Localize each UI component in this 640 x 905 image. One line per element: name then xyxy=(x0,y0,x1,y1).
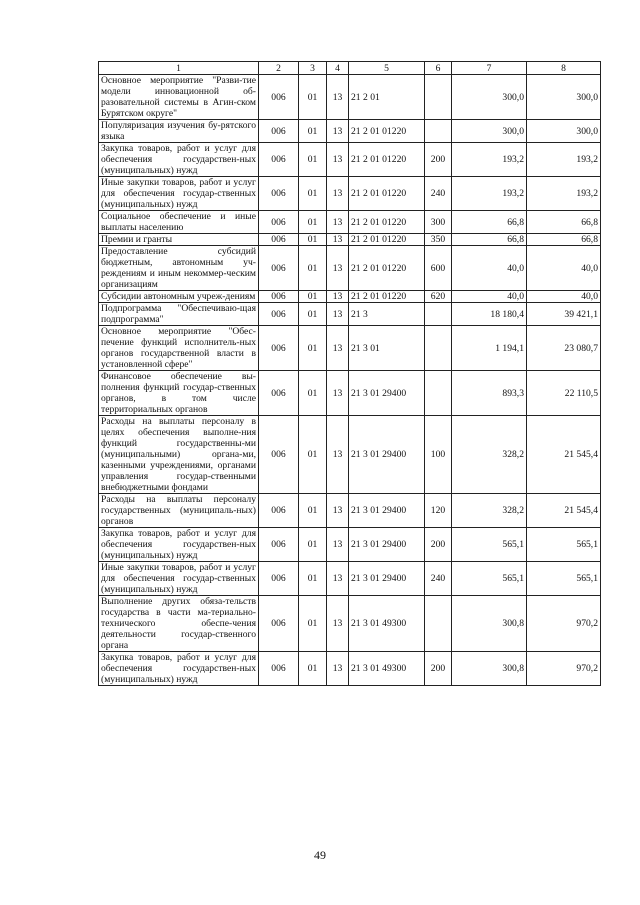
cell-ministry-code: 006 xyxy=(259,246,299,291)
cell-amount-year-1: 565,1 xyxy=(452,562,527,596)
cell-amount-year-1: 193,2 xyxy=(452,177,527,211)
cell-amount-year-2: 21 545,4 xyxy=(527,494,601,528)
cell-section: 01 xyxy=(299,562,327,596)
cell-expense-type xyxy=(425,120,452,143)
cell-section: 01 xyxy=(299,528,327,562)
row-description: Популяризация изучения бу-рятского языка xyxy=(99,120,259,143)
table-row xyxy=(99,246,601,291)
cell-ministry-code: 006 xyxy=(259,652,299,686)
cell-section: 01 xyxy=(299,494,327,528)
table-row xyxy=(99,562,601,596)
table-row xyxy=(99,303,601,326)
row-description: Иные закупки товаров, работ и услуг для обеспечения государ-ственных (муниципальных) нужд xyxy=(99,177,259,211)
cell-target-article: 21 3 01 29400 xyxy=(349,371,425,416)
row-description: Социальное обеспечение и иные выплаты населению xyxy=(99,211,259,234)
cell-expense-type xyxy=(425,596,452,652)
cell-subsection: 13 xyxy=(327,326,349,371)
column-header: 8 xyxy=(527,62,601,75)
column-header: 7 xyxy=(452,62,527,75)
cell-ministry-code: 006 xyxy=(259,596,299,652)
cell-target-article: 21 3 01 49300 xyxy=(349,596,425,652)
column-header: 4 xyxy=(327,62,349,75)
cell-section: 01 xyxy=(299,143,327,177)
row-description: Расходы на выплаты персоналу государственных (муниципаль-ных) органов xyxy=(99,494,259,528)
cell-section: 01 xyxy=(299,246,327,291)
cell-subsection: 13 xyxy=(327,371,349,416)
cell-amount-year-2: 21 545,4 xyxy=(527,416,601,494)
cell-target-article: 21 3 01 29400 xyxy=(349,562,425,596)
cell-target-article: 21 2 01 01220 xyxy=(349,234,425,246)
cell-subsection: 13 xyxy=(327,494,349,528)
cell-amount-year-2: 40,0 xyxy=(527,291,601,303)
cell-amount-year-2: 970,2 xyxy=(527,596,601,652)
cell-target-article: 21 2 01 01220 xyxy=(349,211,425,234)
cell-amount-year-1: 300,0 xyxy=(452,120,527,143)
cell-amount-year-1: 328,2 xyxy=(452,494,527,528)
cell-expense-type: 200 xyxy=(425,652,452,686)
cell-subsection: 13 xyxy=(327,234,349,246)
cell-ministry-code: 006 xyxy=(259,291,299,303)
cell-section: 01 xyxy=(299,75,327,120)
table-row xyxy=(99,234,601,246)
cell-expense-type: 300 xyxy=(425,211,452,234)
row-description: Расходы на выплаты персоналу в целях обеспечения выполне-ния функций государственны-ми (муниципальными) органа-ми, казенными учреждениями, органами управления государ-ственными внебюджетными фондами xyxy=(99,416,259,494)
page-number: 49 xyxy=(314,848,326,862)
cell-ministry-code: 006 xyxy=(259,75,299,120)
cell-ministry-code: 006 xyxy=(259,303,299,326)
table-row xyxy=(99,326,601,371)
cell-ministry-code: 006 xyxy=(259,371,299,416)
cell-amount-year-2: 23 080,7 xyxy=(527,326,601,371)
cell-target-article: 21 2 01 01220 xyxy=(349,246,425,291)
cell-expense-type: 120 xyxy=(425,494,452,528)
cell-expense-type: 200 xyxy=(425,143,452,177)
cell-subsection: 13 xyxy=(327,211,349,234)
cell-section: 01 xyxy=(299,652,327,686)
table-row xyxy=(99,494,601,528)
cell-target-article: 21 3 01 29400 xyxy=(349,494,425,528)
table-body xyxy=(99,75,601,686)
cell-section: 01 xyxy=(299,326,327,371)
cell-subsection: 13 xyxy=(327,416,349,494)
cell-expense-type: 100 xyxy=(425,416,452,494)
cell-amount-year-2: 66,8 xyxy=(527,234,601,246)
cell-subsection: 13 xyxy=(327,562,349,596)
cell-subsection: 13 xyxy=(327,246,349,291)
cell-section: 01 xyxy=(299,291,327,303)
cell-amount-year-2: 193,2 xyxy=(527,177,601,211)
cell-amount-year-1: 40,0 xyxy=(452,246,527,291)
cell-ministry-code: 006 xyxy=(259,326,299,371)
cell-expense-type: 350 xyxy=(425,234,452,246)
cell-expense-type xyxy=(425,326,452,371)
table-row xyxy=(99,120,601,143)
cell-target-article: 21 3 01 29400 xyxy=(349,528,425,562)
table-row xyxy=(99,291,601,303)
cell-amount-year-2: 40,0 xyxy=(527,246,601,291)
cell-target-article: 21 2 01 01220 xyxy=(349,177,425,211)
row-description: Закупка товаров, работ и услуг для обеспечения государствен-ных (муниципальных) нужд xyxy=(99,528,259,562)
cell-section: 01 xyxy=(299,177,327,211)
cell-amount-year-2: 193,2 xyxy=(527,143,601,177)
cell-expense-type: 240 xyxy=(425,177,452,211)
table-row xyxy=(99,211,601,234)
budget-table xyxy=(98,61,601,686)
table-row xyxy=(99,177,601,211)
cell-target-article: 21 2 01 xyxy=(349,75,425,120)
cell-section: 01 xyxy=(299,211,327,234)
row-description: Иные закупки товаров, работ и услуг для обеспечения государ-ственных (муниципальных) нужд xyxy=(99,562,259,596)
cell-target-article: 21 3 xyxy=(349,303,425,326)
row-description: Основное мероприятие "Обес-печение функций исполнитель-ных органов государственной власти в установленной сфере" xyxy=(99,326,259,371)
cell-section: 01 xyxy=(299,371,327,416)
row-description: Закупка товаров, работ и услуг для обеспечения государствен-ных (муниципальных) нужд xyxy=(99,143,259,177)
cell-target-article: 21 3 01 49300 xyxy=(349,652,425,686)
cell-amount-year-1: 193,2 xyxy=(452,143,527,177)
cell-subsection: 13 xyxy=(327,120,349,143)
column-header: 2 xyxy=(259,62,299,75)
row-description: Основное мероприятие "Разви-тие модели инновационной об-разовательной системы в Агин-ском Бурятском округе" xyxy=(99,75,259,120)
cell-section: 01 xyxy=(299,416,327,494)
cell-amount-year-1: 40,0 xyxy=(452,291,527,303)
row-description: Выполнение других обяза-тельств государства в части ма-териально-технического обеспе-чения деятельности государ-ственного органа xyxy=(99,596,259,652)
cell-amount-year-1: 328,2 xyxy=(452,416,527,494)
cell-amount-year-1: 300,8 xyxy=(452,596,527,652)
cell-ministry-code: 006 xyxy=(259,177,299,211)
cell-target-article: 21 2 01 01220 xyxy=(349,291,425,303)
row-description: Финансовое обеспечение вы-полнения функций государ-ственных органов, в том числе территориальных органов xyxy=(99,371,259,416)
cell-section: 01 xyxy=(299,120,327,143)
cell-ministry-code: 006 xyxy=(259,143,299,177)
column-header: 5 xyxy=(349,62,425,75)
cell-subsection: 13 xyxy=(327,303,349,326)
cell-ministry-code: 006 xyxy=(259,494,299,528)
row-description: Субсидии автономным учреж-дениям xyxy=(99,291,259,303)
cell-ministry-code: 006 xyxy=(259,211,299,234)
cell-amount-year-1: 300,0 xyxy=(452,75,527,120)
cell-target-article: 21 3 01 29400 xyxy=(349,416,425,494)
cell-expense-type xyxy=(425,303,452,326)
column-header: 1 xyxy=(99,62,259,75)
cell-subsection: 13 xyxy=(327,143,349,177)
cell-expense-type xyxy=(425,75,452,120)
cell-ministry-code: 006 xyxy=(259,234,299,246)
cell-section: 01 xyxy=(299,596,327,652)
cell-subsection: 13 xyxy=(327,652,349,686)
cell-target-article: 21 3 01 xyxy=(349,326,425,371)
cell-ministry-code: 006 xyxy=(259,416,299,494)
cell-amount-year-2: 565,1 xyxy=(527,528,601,562)
cell-amount-year-2: 970,2 xyxy=(527,652,601,686)
cell-amount-year-1: 66,8 xyxy=(452,234,527,246)
table-row xyxy=(99,371,601,416)
table-row xyxy=(99,528,601,562)
table-row xyxy=(99,652,601,686)
cell-expense-type xyxy=(425,371,452,416)
cell-subsection: 13 xyxy=(327,596,349,652)
cell-ministry-code: 006 xyxy=(259,562,299,596)
table-header-row xyxy=(99,62,601,75)
cell-amount-year-1: 565,1 xyxy=(452,528,527,562)
cell-expense-type: 600 xyxy=(425,246,452,291)
cell-subsection: 13 xyxy=(327,291,349,303)
cell-target-article: 21 2 01 01220 xyxy=(349,120,425,143)
cell-expense-type: 200 xyxy=(425,528,452,562)
cell-section: 01 xyxy=(299,234,327,246)
row-description: Подпрограмма "Обеспечиваю-щая подпрограмма" xyxy=(99,303,259,326)
cell-subsection: 13 xyxy=(327,177,349,211)
cell-amount-year-2: 300,0 xyxy=(527,120,601,143)
cell-expense-type: 240 xyxy=(425,562,452,596)
cell-amount-year-2: 22 110,5 xyxy=(527,371,601,416)
table-row xyxy=(99,416,601,494)
table-row xyxy=(99,75,601,120)
column-header: 3 xyxy=(299,62,327,75)
cell-amount-year-2: 300,0 xyxy=(527,75,601,120)
cell-section: 01 xyxy=(299,303,327,326)
cell-amount-year-1: 893,3 xyxy=(452,371,527,416)
cell-amount-year-2: 565,1 xyxy=(527,562,601,596)
cell-amount-year-2: 39 421,1 xyxy=(527,303,601,326)
cell-amount-year-1: 18 180,4 xyxy=(452,303,527,326)
cell-subsection: 13 xyxy=(327,528,349,562)
row-description: Закупка товаров, работ и услуг для обеспечения государствен-ных (муниципальных) нужд xyxy=(99,652,259,686)
cell-amount-year-2: 66,8 xyxy=(527,211,601,234)
cell-amount-year-1: 1 194,1 xyxy=(452,326,527,371)
row-description: Предоставление субсидий бюджетным, автономным уч-реждениям и иным некоммер-ческим организациям xyxy=(99,246,259,291)
cell-amount-year-1: 66,8 xyxy=(452,211,527,234)
cell-subsection: 13 xyxy=(327,75,349,120)
row-description: Премии и гранты xyxy=(99,234,259,246)
cell-ministry-code: 006 xyxy=(259,528,299,562)
cell-expense-type: 620 xyxy=(425,291,452,303)
cell-ministry-code: 006 xyxy=(259,120,299,143)
cell-target-article: 21 2 01 01220 xyxy=(349,143,425,177)
cell-amount-year-1: 300,8 xyxy=(452,652,527,686)
column-header: 6 xyxy=(425,62,452,75)
table-row xyxy=(99,143,601,177)
table-row xyxy=(99,596,601,652)
